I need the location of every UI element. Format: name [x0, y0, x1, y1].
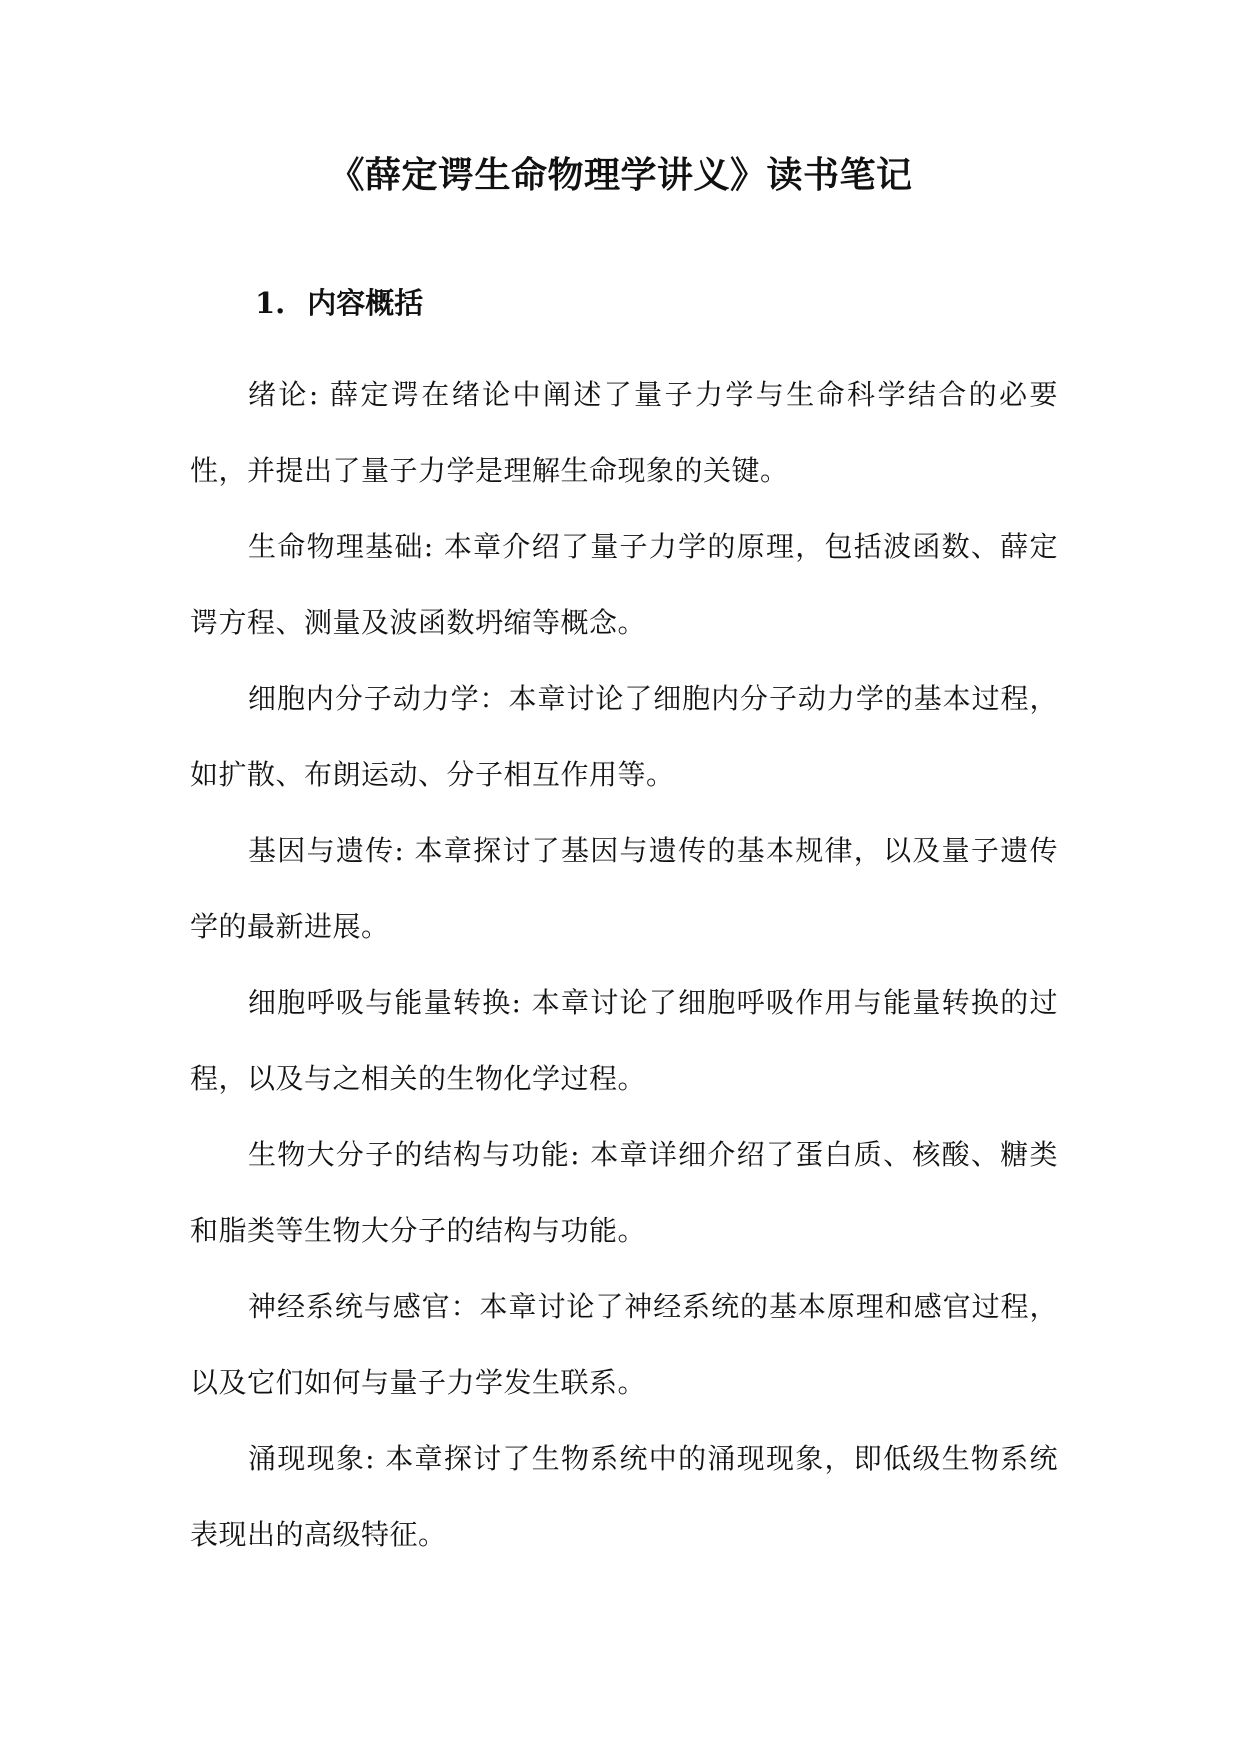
document-title: 《薛定谔生命物理学讲义》读书笔记 — [328, 154, 913, 196]
paragraph-physics-basics: 生命物理基础: 本章介绍了量子力学的原理，包括波函数、薛定谔方程、测量及波函数坍缩等概念。 — [190, 530, 1058, 639]
section-number: 1. — [255, 286, 286, 320]
section-heading — [255, 283, 423, 323]
section-title: 内容概括 — [307, 286, 424, 320]
paragraph-respiration: 细胞呼吸与能量转换: 本章讨论了细胞呼吸作用与能量转换的过程，以及与之相关的生物化学过程。 — [190, 986, 1058, 1095]
paragraph-molecular-dynamics: 细胞内分子动力学：本章讨论了细胞内分子动力学的基本过程，如扩散、布朗运动、分子相互作用等。 — [190, 682, 1058, 791]
paragraph-emergence: 涌现现象: 本章探讨了生物系统中的涌现现象，即低级生物系统表现出的高级特征。 — [190, 1442, 1058, 1551]
paragraph-genetics: 基因与遗传: 本章探讨了基因与遗传的基本规律，以及量子遗传学的最新进展。 — [190, 834, 1058, 943]
paragraph-macromolecules: 生物大分子的结构与功能: 本章详细介绍了蛋白质、核酸、糖类和脂类等生物大分子的结构与功能。 — [190, 1138, 1058, 1247]
paragraph-introduction: 绪论: 薛定谔在绪论中阐述了量子力学与生命科学结合的必要性，并提出了量子力学是理解生命现象的关键。 — [190, 378, 1058, 487]
paragraph-nervous-system: 神经系统与感官：本章讨论了神经系统的基本原理和感官过程，以及它们如何与量子力学发生联系。 — [190, 1290, 1058, 1399]
body-text — [190, 357, 1058, 1573]
